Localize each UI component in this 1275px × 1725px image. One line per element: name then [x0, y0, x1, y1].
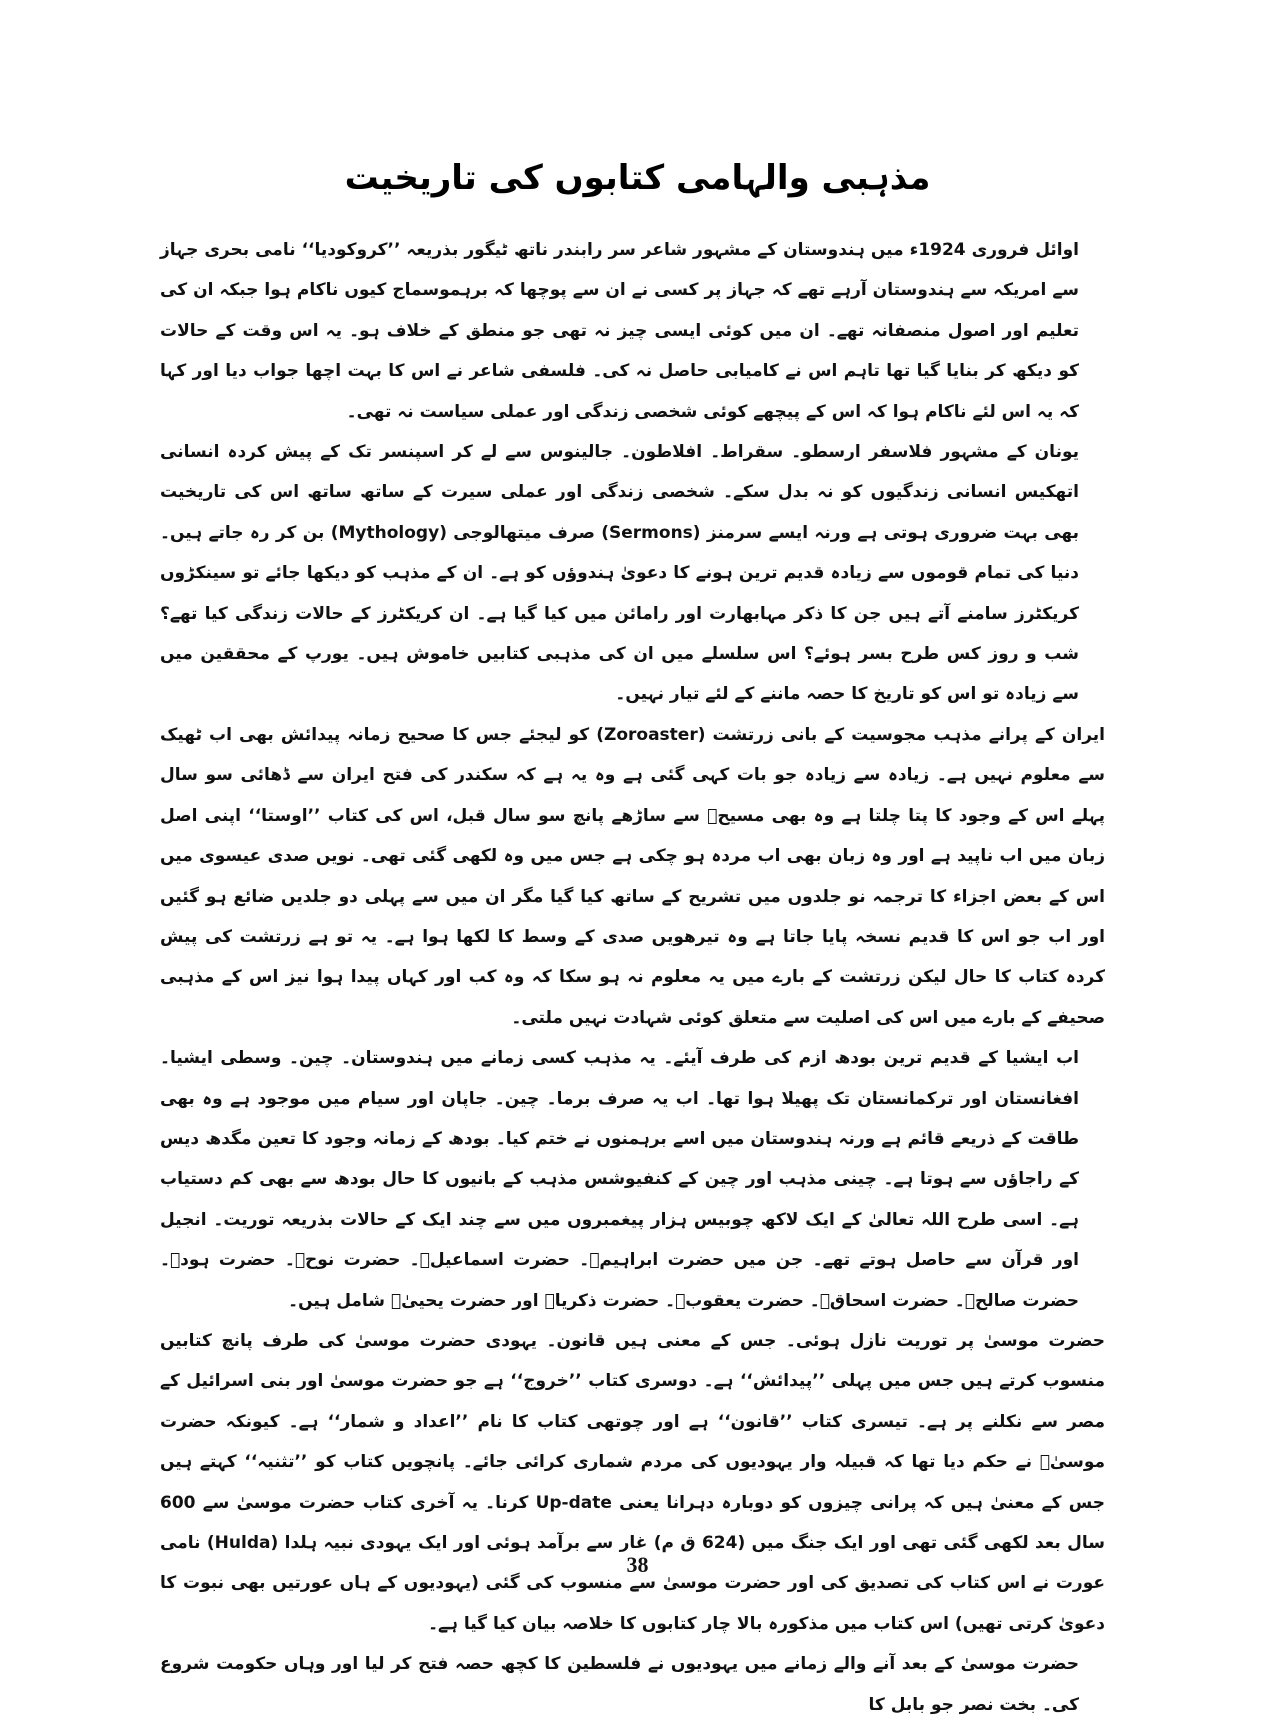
- paragraph-greek-philosophers: یونان کے مشہور فلاسفر ارسطو۔ سقراط۔ افلاطون۔ جالینوس سے لے کر اسپنسر تک کے پیش کردہ انسانی اتھکیس انسانی زندگیوں کو نہ بدل سکے۔ شخصی زندگی اور عملی سیرت کے ساتھ ساتھ اس کی تاریخیت بھی بہت ضروری ہوتی ہے ورنہ ایسے سرمنز (Sermons) صرف میتھالوجی (Mythology) بن کر رہ جاتے ہیں۔ دنیا کی تمام قوموں سے زیادہ قدیم ترین ہونے کا دعویٰ ہندوؤں کو ہے۔ ان کے مذہب کو دیکھا جائے تو سینکڑوں کریکٹرز سامنے آتے ہیں جن کا ذکر مہابھارت اور رامائن میں کیا گیا ہے۔ ان کریکٹرز کے حالات زندگی کیا تھے؟ شب و روز کس طرح بسر ہوئے؟ اس سلسلے میں ان کی مذہبی کتابیں خاموش ہیں۔ یورپ کے محققین میں سے زیادہ تو اس کو تاریخ کا حصہ ماننے کے لئے تیار نہیں۔: [160, 442, 1079, 705]
- paragraph-after-moses: حضرت موسیٰ کے بعد آنے والے زمانے میں یہودیوں نے فلسطین کا کچھ حصہ فتح کر لیا اور وہاں حکومت شروع کی۔ بخت نصر جو بابل کا: [160, 1654, 1079, 1715]
- paragraph-tagore: اوائل فروری 1924ء میں ہندوستان کے مشہور شاعر سر رابندر ناتھ ٹیگور بذریعہ ’’کروکودیا‘‘ نامی بحری جہاز سے امریکہ سے ہندوستان آرہے تھے کہ جہاز پر کسی نے ان سے پوچھا کہ برہموسماج کیوں ناکام ہوا جبکہ ان کی تعلیم اور اصول منصفانہ تھے۔ ان میں کوئی ایسی چیز نہ تھی جو منطق کے خلاف ہو۔ یہ اس وقت کے حالات کو دیکھ کر بنایا گیا تھا تاہم اس نے کامیابی حاصل نہ کی۔ فلسفی شاعر نے اس کا بہت اچھا جواب دیا اور کہا کہ یہ اس لئے ناکام ہوا کہ اس کے پیچھے کوئی شخصی زندگی اور عملی سیاست نہ تھی۔: [160, 240, 1079, 422]
- document-body: [160, 230, 1105, 1725]
- paragraph-zoroaster: ایران کے پرانے مذہب مجوسیت کے بانی زرتشت (Zoroaster) کو لیجئے جس کا صحیح زمانہ پیدائش بھی اب ٹھیک سے معلوم نہیں ہے۔ زیادہ سے زیادہ جو بات کہی گئی ہے وہ یہ ہے کہ سکندر کی فتح ایران سے ڈھائی سو سال پہلے اس کے وجود کا پتا چلتا ہے وہ بھی مسیحؑ سے ساڑھے پانچ سو سال قبل، اس کی کتاب ’’اوستا‘‘ اپنی اصل زبان میں اب ناپید ہے اور وہ زبان بھی اب مردہ ہو چکی ہے جس میں وہ لکھی گئی تھی۔ نویں صدی عیسوی میں اس کے بعض اجزاء کا ترجمہ نو جلدوں میں تشریح کے ساتھ کیا گیا مگر ان میں سے پہلی دو جلدیں ضائع ہو گئیں اور اب جو اس کا قدیم نسخہ پایا جاتا ہے وہ تیرھویں صدی کے وسط کا لکھا ہوا ہے۔ یہ تو ہے زرتشت کی پیش کردہ کتاب کا حال لیکن زرتشت کے بارے میں یہ معلوم نہ ہو سکا کہ وہ کب اور کہاں پیدا ہوا نیز اس کے مذہبی صحیفے کے بارے میں اس کی اصلیت سے متعلق کوئی شہادت نہیں ملتی۔: [160, 724, 1105, 1028]
- page-number: 38: [626, 1552, 649, 1577]
- page-title: مذہبی والہامی کتابوں کی تاریخیت: [344, 158, 931, 198]
- paragraph-buddhism: اب ایشیا کے قدیم ترین بودھ ازم کی طرف آیئے۔ یہ مذہب کسی زمانے میں ہندوستان۔ چین۔ وسطی ایشیا۔ افغانستان اور ترکمانستان تک پھیلا ہوا تھا۔ اب یہ صرف برما۔ چین۔ جاپان اور سیام میں موجود ہے وہ بھی طاقت کے ذریعے قائم ہے ورنہ ہندوستان میں اسے برہمنوں نے ختم کیا۔ بودھ کے زمانہ وجود کا تعین مگدھ دیس کے راجاؤں سے ہوتا ہے۔ چینی مذہب اور چین کے کنفیوشس مذہب کے بانیوں کا حال بودھ سے بھی کم دستیاب ہے۔ اسی طرح اللہ تعالیٰ کے ایک لاکھ چوبیس ہزار پیغمبروں میں سے چند ایک کے حالات بذریعہ توریت۔ انجیل اور قرآن سے حاصل ہوتے تھے۔ جن میں حضرت ابراہیمؑ۔ حضرت اسماعیلؑ۔ حضرت نوحؑ۔ حضرت ہودؑ۔ حضرت صالحؑ۔ حضرت اسحاقؑ۔ حضرت یعقوبؑ۔ حضرت ذکریاؑ اور حضرت یحییٰؑ شامل ہیں۔: [160, 1048, 1079, 1311]
- paragraph-torah: حضرت موسیٰ پر توریت نازل ہوئی۔ جس کے معنی ہیں قانون۔ یہودی حضرت موسیٰ کی طرف پانچ کتابیں منسوب کرتے ہیں جس میں پہلی ’’پیدائش‘‘ ہے۔ دوسری کتاب ’’خروج‘‘ ہے جو حضرت موسیٰ اور بنی اسرائیل کے مصر سے نکلنے پر ہے۔ تیسری کتاب ’’قانون‘‘ ہے اور چوتھی کتاب کا نام ’’اعداد و شمار‘‘ ہے۔ کیونکہ حضرت موسیٰؑ نے حکم دیا تھا کہ قبیلہ وار یہودیوں کی مردم شماری کرائی جائے۔ پانچویں کتاب کو ’’تثنیہ‘‘ کہتے ہیں جس کے معنیٰ ہیں کہ پرانی چیزوں کو دوبارہ دہرانا یعنی Up-date کرنا۔ یہ آخری کتاب حضرت موسیٰ سے 600 سال بعد لکھی گئی تھی اور ایک جنگ میں (624 ق م) غار سے برآمد ہوئی اور ایک یہودی نبیہ ہلدا (Hulda) نامی عورت نے اس کتاب کی تصدیق کی اور حضرت موسیٰ سے منسوب کی گئی (یہودیوں کے ہاں عورتیں بھی نبوت کا دعویٰ کرتی تھیں) اس کتاب میں مذکورہ بالا چار کتابوں کا خلاصہ بیان کیا گیا ہے۔: [160, 1330, 1106, 1634]
